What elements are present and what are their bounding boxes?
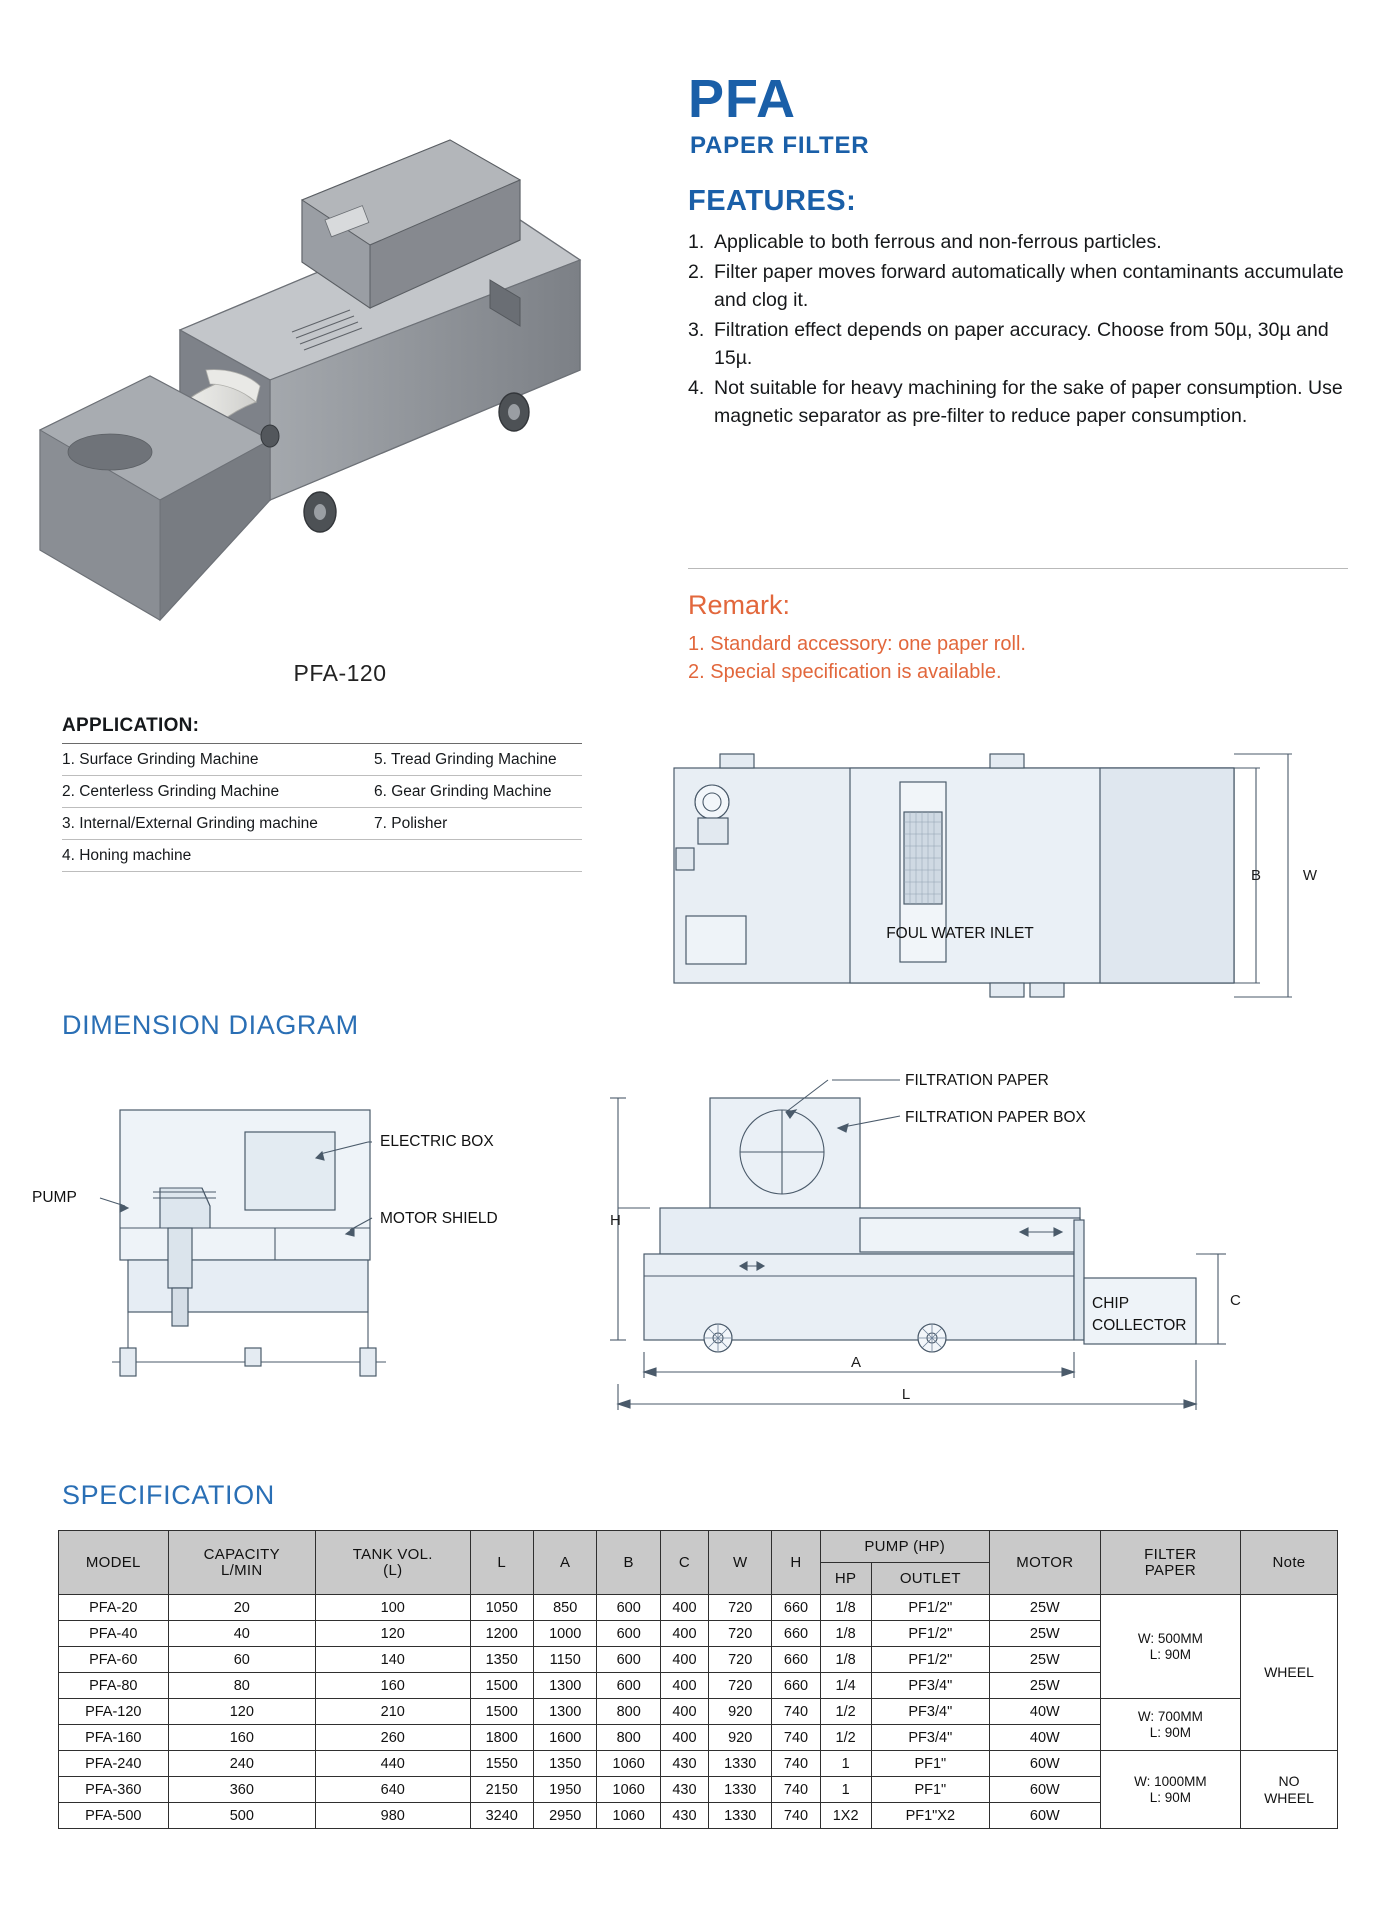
cell-A: 850 xyxy=(533,1595,596,1621)
feature-item xyxy=(688,258,1348,314)
cell-filter-paper xyxy=(1100,1751,1240,1829)
cell-B: 600 xyxy=(597,1595,660,1621)
cell-W: 720 xyxy=(708,1621,771,1647)
cell-B: 600 xyxy=(597,1647,660,1673)
feature-text: Applicable to both ferrous and non-ferrous particles. xyxy=(714,231,1162,253)
feature-number: 4. xyxy=(688,377,705,399)
cell-L: 1500 xyxy=(470,1699,533,1725)
cell-model: PFA-360 xyxy=(59,1777,169,1803)
cell-model: PFA-80 xyxy=(59,1673,169,1699)
cell-tank: 640 xyxy=(316,1777,470,1803)
table-body xyxy=(59,1595,1338,1829)
specification-heading: SPECIFICATION xyxy=(62,1480,275,1510)
cell-A: 1950 xyxy=(533,1777,596,1803)
th-capacity-line1: CAPACITY xyxy=(203,1545,280,1563)
th-capacity xyxy=(168,1531,316,1595)
cell-model: PFA-160 xyxy=(59,1725,169,1751)
dimension-label-w: W xyxy=(1302,867,1318,884)
cell-tank: 980 xyxy=(316,1803,470,1829)
feature-text: Filter paper moves forward automatically when contaminants accumulate and clog it. xyxy=(714,261,1344,311)
cell-W: 920 xyxy=(708,1699,771,1725)
application-cell-left: 1. Surface Grinding Machine xyxy=(62,751,259,768)
th-tank-line1: TANK VOL. xyxy=(352,1545,433,1563)
cell-capacity: 500 xyxy=(168,1803,316,1829)
cell-model: PFA-40 xyxy=(59,1621,169,1647)
cell-B: 600 xyxy=(597,1673,660,1699)
cell-A: 1600 xyxy=(533,1725,596,1751)
cell-motor: 60W xyxy=(989,1777,1100,1803)
cell-capacity: 240 xyxy=(168,1751,316,1777)
feature-number: 2. xyxy=(688,261,705,283)
foul-water-inlet-label: FOUL WATER INLET xyxy=(886,925,1034,942)
cell-outlet: PF1/2" xyxy=(871,1595,989,1621)
note-line1: NO xyxy=(1278,1772,1300,1789)
application-cell-right: 6. Gear Grinding Machine xyxy=(374,783,552,800)
cell-hp: 1/2 xyxy=(820,1699,871,1725)
cell-B: 1060 xyxy=(597,1803,660,1829)
filtration-paper-label: FILTRATION PAPER xyxy=(905,1072,1049,1089)
page-subtitle: PAPER FILTER xyxy=(690,132,870,159)
cell-A: 1300 xyxy=(533,1699,596,1725)
application-cell-left: 4. Honing machine xyxy=(62,847,192,864)
cell-motor: 25W xyxy=(989,1673,1100,1699)
th-outlet: OUTLET xyxy=(871,1563,989,1595)
application-row xyxy=(62,808,582,839)
divider xyxy=(62,871,582,872)
cell-H: 740 xyxy=(772,1725,820,1751)
cell-C: 400 xyxy=(660,1699,708,1725)
cell-A: 1350 xyxy=(533,1751,596,1777)
cell-B: 800 xyxy=(597,1699,660,1725)
cell-H: 740 xyxy=(772,1777,820,1803)
cell-hp: 1X2 xyxy=(820,1803,871,1829)
cell-motor: 40W xyxy=(989,1725,1100,1751)
th-note: Note xyxy=(1241,1531,1338,1595)
cell-capacity: 160 xyxy=(168,1725,316,1751)
cell-H: 660 xyxy=(772,1595,820,1621)
application-row xyxy=(62,840,582,871)
specification-table-wrap xyxy=(58,1530,1338,1829)
th-capacity-line2: L/MIN xyxy=(221,1561,263,1579)
cell-motor: 25W xyxy=(989,1647,1100,1673)
cell-model: PFA-120 xyxy=(59,1699,169,1725)
cell-L: 3240 xyxy=(470,1803,533,1829)
page-title: PFA xyxy=(688,69,797,129)
specification-table xyxy=(58,1530,1338,1829)
feature-number: 3. xyxy=(688,319,705,341)
cell-motor: 25W xyxy=(989,1595,1100,1621)
th-A: A xyxy=(533,1531,596,1595)
cell-W: 720 xyxy=(708,1647,771,1673)
cell-H: 740 xyxy=(772,1803,820,1829)
cell-capacity: 360 xyxy=(168,1777,316,1803)
filtration-paper-box-label: FILTRATION PAPER BOX xyxy=(905,1109,1086,1126)
application-cell-left: 2. Centerless Grinding Machine xyxy=(62,783,280,800)
cell-outlet: PF1/2" xyxy=(871,1621,989,1647)
dimension-label-l: L xyxy=(901,1386,911,1403)
cell-note: WHEEL xyxy=(1241,1595,1338,1751)
motor-shield-label: MOTOR SHIELD xyxy=(380,1210,498,1227)
cell-C: 400 xyxy=(660,1595,708,1621)
cell-model: PFA-500 xyxy=(59,1803,169,1829)
cell-note xyxy=(1241,1751,1338,1829)
table-row xyxy=(59,1751,1338,1777)
cell-capacity: 40 xyxy=(168,1621,316,1647)
application-box xyxy=(62,715,582,872)
dimension-label-h: H xyxy=(610,1212,621,1229)
cell-capacity: 20 xyxy=(168,1595,316,1621)
cell-motor: 40W xyxy=(989,1699,1100,1725)
cell-hp: 1/2 xyxy=(820,1725,871,1751)
cell-model: PFA-60 xyxy=(59,1647,169,1673)
cell-L: 1500 xyxy=(470,1673,533,1699)
th-filter-line1: FILTER xyxy=(1144,1545,1197,1563)
th-B: B xyxy=(597,1531,660,1595)
filter-paper-line2: L: 90M xyxy=(1149,1646,1191,1662)
cell-capacity: 80 xyxy=(168,1673,316,1699)
application-row xyxy=(62,776,582,807)
cell-H: 740 xyxy=(772,1751,820,1777)
cell-C: 400 xyxy=(660,1647,708,1673)
cell-L: 1350 xyxy=(470,1647,533,1673)
cell-C: 400 xyxy=(660,1621,708,1647)
cell-L: 1050 xyxy=(470,1595,533,1621)
feature-number: 1. xyxy=(688,231,705,253)
filter-paper-line1: W: 700MM xyxy=(1137,1708,1203,1724)
application-cell-left: 3. Internal/External Grinding machine xyxy=(62,815,318,832)
cell-outlet: PF1" xyxy=(871,1777,989,1803)
application-cell-right xyxy=(374,847,582,865)
cell-B: 800 xyxy=(597,1725,660,1751)
application-cell-right: 7. Polisher xyxy=(374,815,448,832)
cell-tank: 440 xyxy=(316,1751,470,1777)
cell-A: 2950 xyxy=(533,1803,596,1829)
cell-filter-paper xyxy=(1100,1595,1240,1699)
features-heading: FEATURES: xyxy=(688,185,857,217)
table-header-row xyxy=(59,1531,1338,1563)
th-C: C xyxy=(660,1531,708,1595)
th-tank-vol xyxy=(316,1531,470,1595)
cell-outlet: PF3/4" xyxy=(871,1673,989,1699)
cell-W: 720 xyxy=(708,1673,771,1699)
cell-outlet: PF1"X2 xyxy=(871,1803,989,1829)
top-view-drawing xyxy=(660,740,1370,1050)
cell-hp: 1/8 xyxy=(820,1595,871,1621)
features-list xyxy=(688,228,1348,432)
cell-filter-paper xyxy=(1100,1699,1240,1751)
product-photo xyxy=(20,80,660,686)
th-motor: MOTOR xyxy=(989,1531,1100,1595)
cell-C: 430 xyxy=(660,1777,708,1803)
pump-label: PUMP xyxy=(32,1189,77,1206)
th-filter-line2: PAPER xyxy=(1144,1561,1196,1579)
divider xyxy=(688,568,1348,569)
filter-paper-line2: L: 90M xyxy=(1149,1789,1191,1805)
cell-L: 1200 xyxy=(470,1621,533,1647)
cell-hp: 1/4 xyxy=(820,1673,871,1699)
cell-hp: 1 xyxy=(820,1777,871,1803)
th-pump: PUMP (HP) xyxy=(820,1531,989,1563)
th-L: L xyxy=(470,1531,533,1595)
feature-text: Not suitable for heavy machining for the sake of paper consumption. Use magnetic separator as pre-filter to reduce paper consumption. xyxy=(714,377,1343,427)
cell-H: 660 xyxy=(772,1647,820,1673)
cell-hp: 1/8 xyxy=(820,1647,871,1673)
photo-caption: PFA-120 xyxy=(293,660,387,686)
cell-tank: 210 xyxy=(316,1699,470,1725)
cell-C: 430 xyxy=(660,1751,708,1777)
note-line2: WHEEL xyxy=(1264,1789,1314,1806)
feature-text: Filtration effect depends on paper accuracy. Choose from 50µ, 30µ and 15µ. xyxy=(714,319,1329,369)
cell-motor: 60W xyxy=(989,1751,1100,1777)
feature-item xyxy=(688,316,1348,372)
application-row xyxy=(62,744,582,775)
cell-H: 740 xyxy=(772,1699,820,1725)
front-view-drawing xyxy=(600,1060,1380,1480)
th-hp: HP xyxy=(820,1563,871,1595)
cell-C: 430 xyxy=(660,1803,708,1829)
cell-C: 400 xyxy=(660,1725,708,1751)
cell-tank: 120 xyxy=(316,1621,470,1647)
cell-capacity: 120 xyxy=(168,1699,316,1725)
cell-A: 1000 xyxy=(533,1621,596,1647)
cell-B: 600 xyxy=(597,1621,660,1647)
dimension-label-a: A xyxy=(850,1354,862,1371)
cell-tank: 160 xyxy=(316,1673,470,1699)
cell-outlet: PF3/4" xyxy=(871,1699,989,1725)
filter-paper-line1: W: 1000MM xyxy=(1134,1773,1207,1789)
cell-A: 1150 xyxy=(533,1647,596,1673)
th-W: W xyxy=(708,1531,771,1595)
th-H: H xyxy=(772,1531,820,1595)
remark-heading: Remark: xyxy=(688,590,791,620)
dimension-label-c: C xyxy=(1230,1292,1241,1309)
table-row xyxy=(59,1699,1338,1725)
remark-item: 1. Standard accessory: one paper roll. xyxy=(688,633,1026,655)
cell-outlet: PF1/2" xyxy=(871,1647,989,1673)
cell-tank: 100 xyxy=(316,1595,470,1621)
cell-W: 920 xyxy=(708,1725,771,1751)
th-model: MODEL xyxy=(59,1531,169,1595)
chip-collector-label-line1: CHIP xyxy=(1092,1295,1130,1312)
paper-filter-machine-illustration xyxy=(20,80,660,640)
th-tank-line2: (L) xyxy=(383,1561,403,1579)
remark-list xyxy=(688,630,1348,686)
application-cell-right: 5. Tread Grinding Machine xyxy=(374,751,557,768)
cell-hp: 1 xyxy=(820,1751,871,1777)
cell-H: 660 xyxy=(772,1621,820,1647)
cell-L: 2150 xyxy=(470,1777,533,1803)
cell-W: 720 xyxy=(708,1595,771,1621)
feature-item xyxy=(688,374,1348,430)
cell-W: 1330 xyxy=(708,1777,771,1803)
cell-W: 1330 xyxy=(708,1803,771,1829)
chip-collector-label-line2: COLLECTOR xyxy=(1092,1317,1187,1334)
cell-motor: 60W xyxy=(989,1803,1100,1829)
filter-paper-line1: W: 500MM xyxy=(1137,1630,1203,1646)
electric-box-label: ELECTRIC BOX xyxy=(380,1133,494,1150)
dimension-label-b: B xyxy=(1250,867,1262,884)
dimension-diagram-heading: DIMENSION DIAGRAM xyxy=(62,1010,359,1040)
side-view-drawing xyxy=(20,1080,620,1410)
cell-capacity: 60 xyxy=(168,1647,316,1673)
filter-paper-line2: L: 90M xyxy=(1149,1724,1191,1740)
cell-tank: 140 xyxy=(316,1647,470,1673)
cell-C: 400 xyxy=(660,1673,708,1699)
table-row xyxy=(59,1595,1338,1621)
th-filter-paper xyxy=(1100,1531,1240,1595)
cell-outlet: PF3/4" xyxy=(871,1725,989,1751)
application-heading: APPLICATION: xyxy=(62,715,200,736)
cell-A: 1300 xyxy=(533,1673,596,1699)
cell-L: 1550 xyxy=(470,1751,533,1777)
cell-model: PFA-240 xyxy=(59,1751,169,1777)
remark-item: 2. Special specification is available. xyxy=(688,661,1002,683)
cell-hp: 1/8 xyxy=(820,1621,871,1647)
feature-item xyxy=(688,228,1348,256)
cell-outlet: PF1" xyxy=(871,1751,989,1777)
cell-tank: 260 xyxy=(316,1725,470,1751)
cell-model: PFA-20 xyxy=(59,1595,169,1621)
cell-H: 660 xyxy=(772,1673,820,1699)
cell-motor: 25W xyxy=(989,1621,1100,1647)
cell-B: 1060 xyxy=(597,1777,660,1803)
table-head xyxy=(59,1531,1338,1595)
cell-L: 1800 xyxy=(470,1725,533,1751)
cell-B: 1060 xyxy=(597,1751,660,1777)
cell-W: 1330 xyxy=(708,1751,771,1777)
